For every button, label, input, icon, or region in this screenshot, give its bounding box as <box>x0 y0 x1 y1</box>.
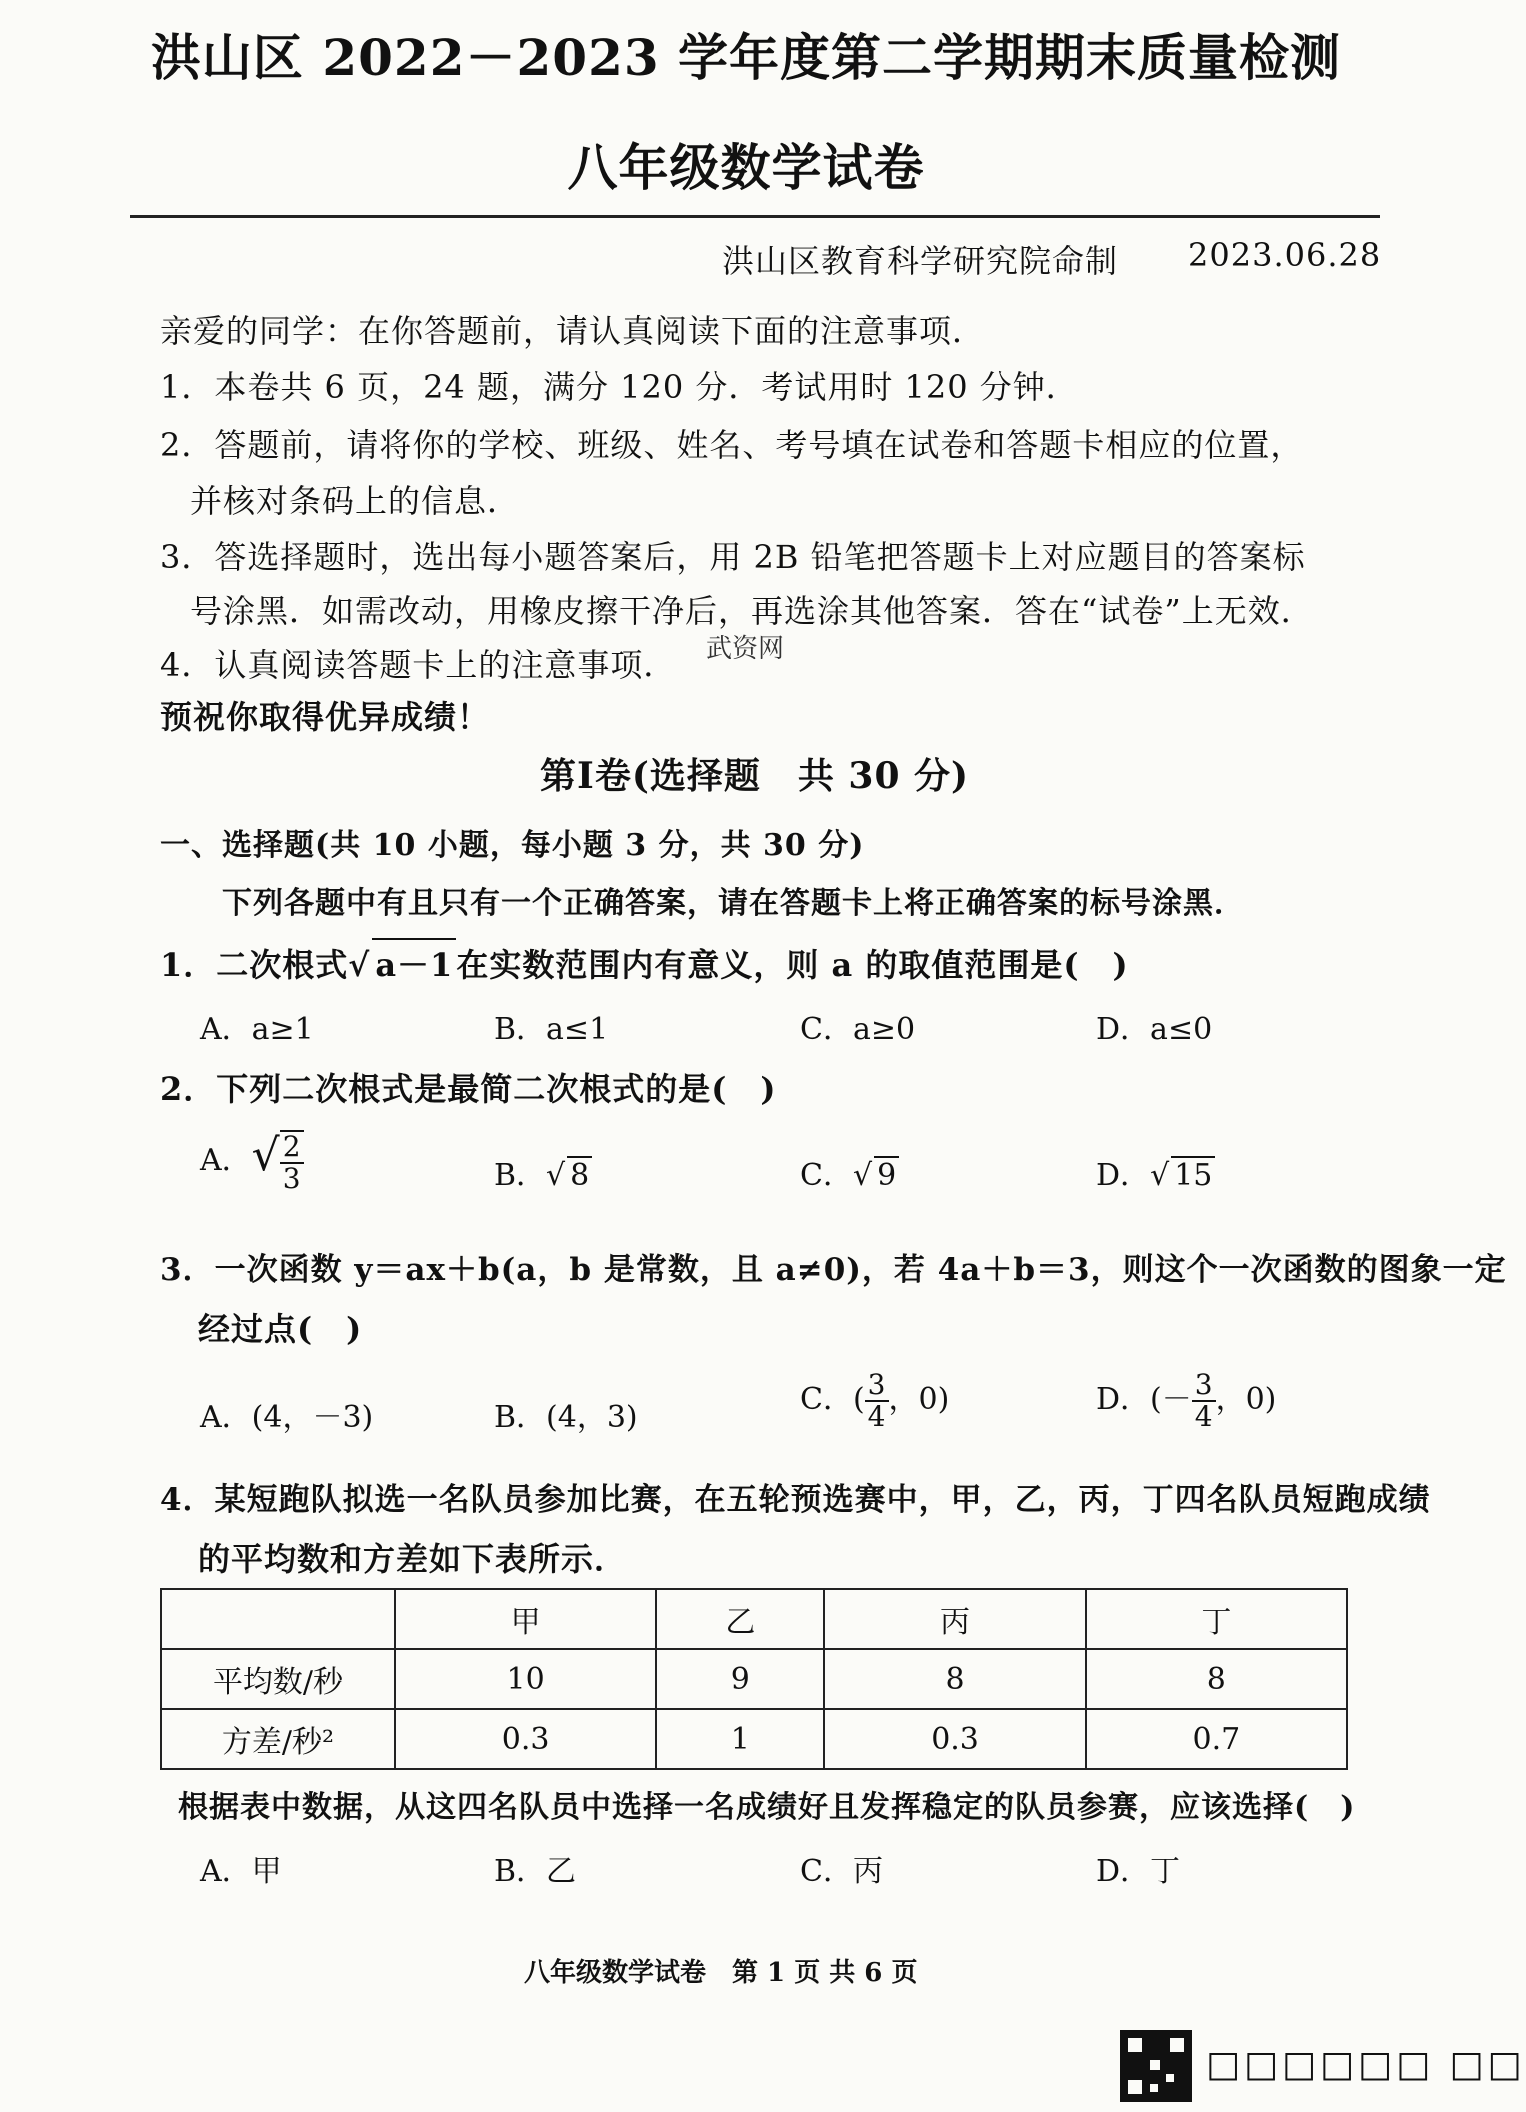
table-cell: 方差/秒² <box>161 1709 395 1769</box>
notice-item-3-cont: 号涂黑．如需改动，用橡皮擦干净后，再选涂其他答案．答在“试卷”上无效． <box>190 592 1314 630</box>
q3-option-b: B．(4，3) <box>494 1400 638 1435</box>
table-cell: 丙 <box>824 1589 1085 1649</box>
q3-c-numerator: 3 <box>865 1370 889 1402</box>
table-cell: 8 <box>824 1649 1085 1709</box>
q3-c-denominator: 4 <box>867 1400 886 1433</box>
scores-table <box>160 1588 1348 1770</box>
table-cell: 8 <box>1086 1649 1347 1709</box>
q3-option-c <box>800 1370 949 1432</box>
watermark: 武资网 <box>706 634 785 664</box>
q2-b-radicand: 8 <box>567 1156 592 1193</box>
notice-item-2-cont: 并核对条码上的信息． <box>190 482 521 520</box>
section-title: 第Ⅰ卷(选择题 共 30 分) <box>540 755 970 797</box>
table-cell: 丁 <box>1086 1589 1347 1649</box>
question-4-question: 根据表中数据，从这四名队员中选择一名成绩好且发挥稳定的队员参赛，应该选择( ) <box>178 1790 1356 1825</box>
table-cell: 乙 <box>656 1589 824 1649</box>
q2-option-a <box>200 1130 304 1194</box>
question-4-stem-cont: 的平均数和方差如下表所示． <box>198 1540 628 1578</box>
table-cell: 0.3 <box>395 1709 656 1769</box>
question-1-radicand: a－1 <box>372 938 456 986</box>
q3-option-d-pre: D．(－ <box>1096 1382 1192 1417</box>
q2-d-radicand: 15 <box>1171 1156 1215 1193</box>
notice-item-1: 1．本卷共 6 页，24 题，满分 120 分．考试用时 120 分钟． <box>160 368 1079 406</box>
question-4-stem: 4．某短跑队拟选一名队员参加比赛，在五轮预选赛中，甲，乙，丙，丁四名队员短跑成绩 <box>160 1482 1431 1518</box>
table-row <box>161 1709 1347 1769</box>
question-1-stem-pre: 1．二次根式 <box>160 946 349 984</box>
q3-d-denominator: 4 <box>1194 1400 1213 1433</box>
table-header-row <box>161 1589 1347 1649</box>
q2-option-d: D．√ 15 <box>1096 1150 1215 1194</box>
table-cell: 9 <box>656 1649 824 1709</box>
q3-option-d <box>1096 1370 1276 1432</box>
table-cell: 10 <box>395 1649 656 1709</box>
part-heading: 一、选择题(共 10 小题，每小题 3 分，共 30 分) <box>160 828 865 863</box>
question-1-stem-post: 在实数范围内有意义，则 a 的取值范围是( ) <box>456 946 1129 984</box>
qr-code-icon <box>1120 2030 1192 2102</box>
q4-option-b: B．乙 <box>494 1854 577 1889</box>
q3-option-d-post: ，0) <box>1215 1382 1277 1417</box>
q1-option-a: A．a≥1 <box>200 1012 314 1047</box>
q3-option-a: A．(4，－3) <box>200 1400 374 1435</box>
q2-option-a-label: A． <box>200 1143 252 1178</box>
exam-date: 2023.06.28 <box>1188 236 1382 274</box>
radical-symbol: √ a－1 <box>348 938 456 986</box>
question-1-stem <box>160 938 1129 986</box>
notice-item-2: 2．答题前，请将你的学校、班级、姓名、考号填在试卷和答题卡相应的位置， <box>160 426 1304 464</box>
exam-subtitle: 八年级数学试卷 <box>567 138 925 197</box>
q2-option-d-label: D． <box>1096 1158 1151 1193</box>
q2-a-numerator: 2 <box>280 1132 304 1164</box>
issuer: 洪山区教育科学研究院命制 <box>722 242 1119 280</box>
q4-option-a: A．甲 <box>200 1854 282 1889</box>
q3-d-numerator: 3 <box>1192 1370 1216 1402</box>
notice-item-3: 3．答选择题时，选出每小题答案后，用 2B 铅笔把答题卡上对应题目的答案标 <box>160 538 1306 576</box>
page-footer: 八年级数学试卷 第 1 页 共 6 页 <box>524 1958 918 1988</box>
table-cell: 0.3 <box>824 1709 1085 1769</box>
q3-option-c-post: ，0) <box>888 1382 950 1417</box>
header-divider <box>130 215 1380 218</box>
table-cell: 平均数/秒 <box>161 1649 395 1709</box>
question-3-stem: 3．一次函数 y＝ax＋b(a，b 是常数，且 a≠0)，若 4a＋b＝3，则这个一次函数的图象一定 <box>160 1252 1507 1288</box>
notice-intro: 亲爱的同学：在你答题前，请认真阅读下面的注意事项． <box>160 312 986 350</box>
notice-wish: 预祝你取得优异成绩！ <box>160 698 491 736</box>
question-2-stem: 2．下列二次根式是最简二次根式的是( ) <box>160 1070 777 1108</box>
q3-option-c-pre: C．( <box>800 1382 865 1417</box>
q1-option-d: D．a≤0 <box>1096 1012 1213 1047</box>
q2-option-c: C．√ 9 <box>800 1150 899 1194</box>
q1-option-c: C．a≥0 <box>800 1012 916 1047</box>
part-instruction: 下列各题中有且只有一个正确答案，请在答题卡上将正确答案的标号涂黑． <box>222 886 1245 921</box>
q4-option-c: C．丙 <box>800 1854 883 1889</box>
table-cell: 1 <box>656 1709 824 1769</box>
exam-title: 洪山区 2022－2023 学年度第二学期期末质量检测 <box>150 28 1342 87</box>
table-cell: 0.7 <box>1086 1709 1347 1769</box>
q4-option-d: D．丁 <box>1096 1854 1181 1889</box>
table-row <box>161 1649 1347 1709</box>
q2-option-c-label: C． <box>800 1158 853 1193</box>
table-cell <box>161 1589 395 1649</box>
footer-boxes: □□□□□□ □□ <box>1206 2044 1526 2085</box>
q2-c-radicand: 9 <box>874 1156 899 1193</box>
table-cell: 甲 <box>395 1589 656 1649</box>
q2-option-b-label: B． <box>494 1158 547 1193</box>
q1-option-b: B．a≤1 <box>494 1012 609 1047</box>
q2-option-b: B．√ 8 <box>494 1150 592 1194</box>
radical-symbol: √ <box>251 1130 280 1181</box>
question-3-stem-cont: 经过点( ) <box>198 1310 363 1348</box>
q2-a-denominator: 3 <box>282 1162 301 1195</box>
notice-item-4: 4．认真阅读答题卡上的注意事项． <box>160 646 677 684</box>
